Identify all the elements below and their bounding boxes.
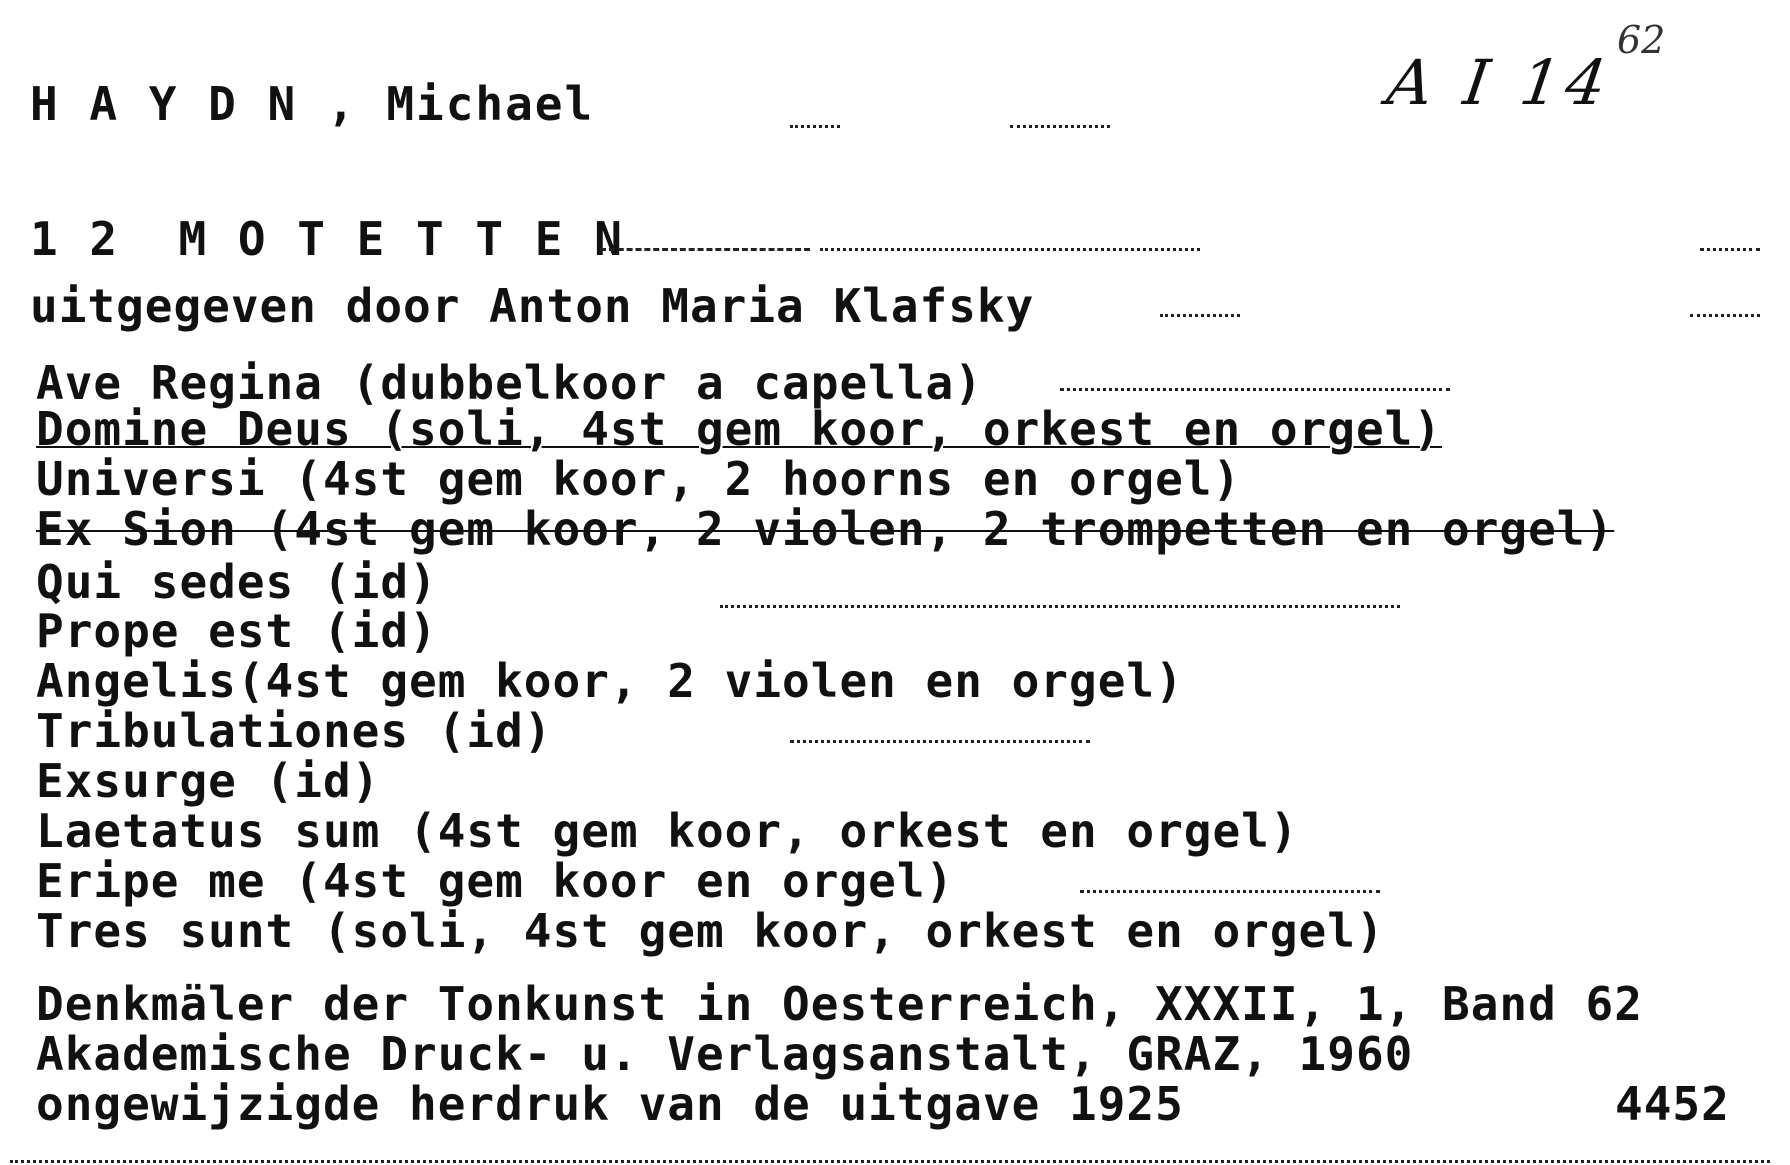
handwritten-shelfmark: A I 14 <box>1382 46 1617 119</box>
work-entry: Exsurge (id) <box>36 754 381 808</box>
guide-dots <box>1080 890 1380 893</box>
publication-reprint-note: ongewijzigde herdruk van de uitgave 1925 <box>36 1077 1184 1131</box>
author-heading: H A Y D N , Michael <box>30 77 595 131</box>
publication-series: Denkmäler der Tonkunst in Oesterreich, XXXII, 1, Band 62 <box>36 977 1643 1031</box>
handwritten-shelfmark-superscript: 62 <box>1617 18 1666 62</box>
editor-line: uitgegeven door Anton Maria Klafsky <box>30 279 1035 333</box>
work-entry: Tres sunt (soli, 4st gem koor, orkest en orgel) <box>36 904 1385 958</box>
guide-dots <box>820 248 1200 251</box>
work-entry: Prope est (id) <box>36 604 438 658</box>
work-entry: Qui sedes (id) <box>36 555 438 609</box>
guide-dots <box>1700 248 1760 251</box>
work-entry: Angelis(4st gem koor, 2 violen en orgel) <box>36 654 1184 708</box>
work-entry: Ave Regina (dubbelkoor a capella) <box>36 356 983 410</box>
work-entry: Eripe me (4st gem koor en orgel) <box>36 854 955 908</box>
guide-dots <box>720 605 1400 608</box>
work-title: 1 2 M O T E T T E N <box>30 212 624 266</box>
guide-dots <box>1060 388 1450 391</box>
work-entry: Tribulationes (id) <box>36 704 553 758</box>
guide-dots <box>1690 314 1760 317</box>
guide-dots <box>1010 125 1110 128</box>
work-entry: Universi (4st gem koor, 2 hoorns en orgel) <box>36 452 1242 506</box>
guide-dots <box>790 125 840 128</box>
work-entry: Laetatus sum (4st gem koor, orkest en orgel) <box>36 804 1299 858</box>
accession-number: 4452 <box>1615 1077 1730 1131</box>
guide-dots <box>1160 314 1240 317</box>
guide-dots <box>10 1160 1770 1163</box>
work-entry: Domine Deus (soli, 4st gem koor, orkest en orgel) <box>36 402 1443 456</box>
title-rule <box>600 248 810 251</box>
guide-dots <box>790 740 1090 743</box>
work-entry-struck: Ex Sion (4st gem koor, 2 violen, 2 trompetten en orgel) <box>36 502 1615 556</box>
publication-publisher: Akademische Druck- u. Verlagsanstalt, GRAZ, 1960 <box>36 1027 1414 1081</box>
